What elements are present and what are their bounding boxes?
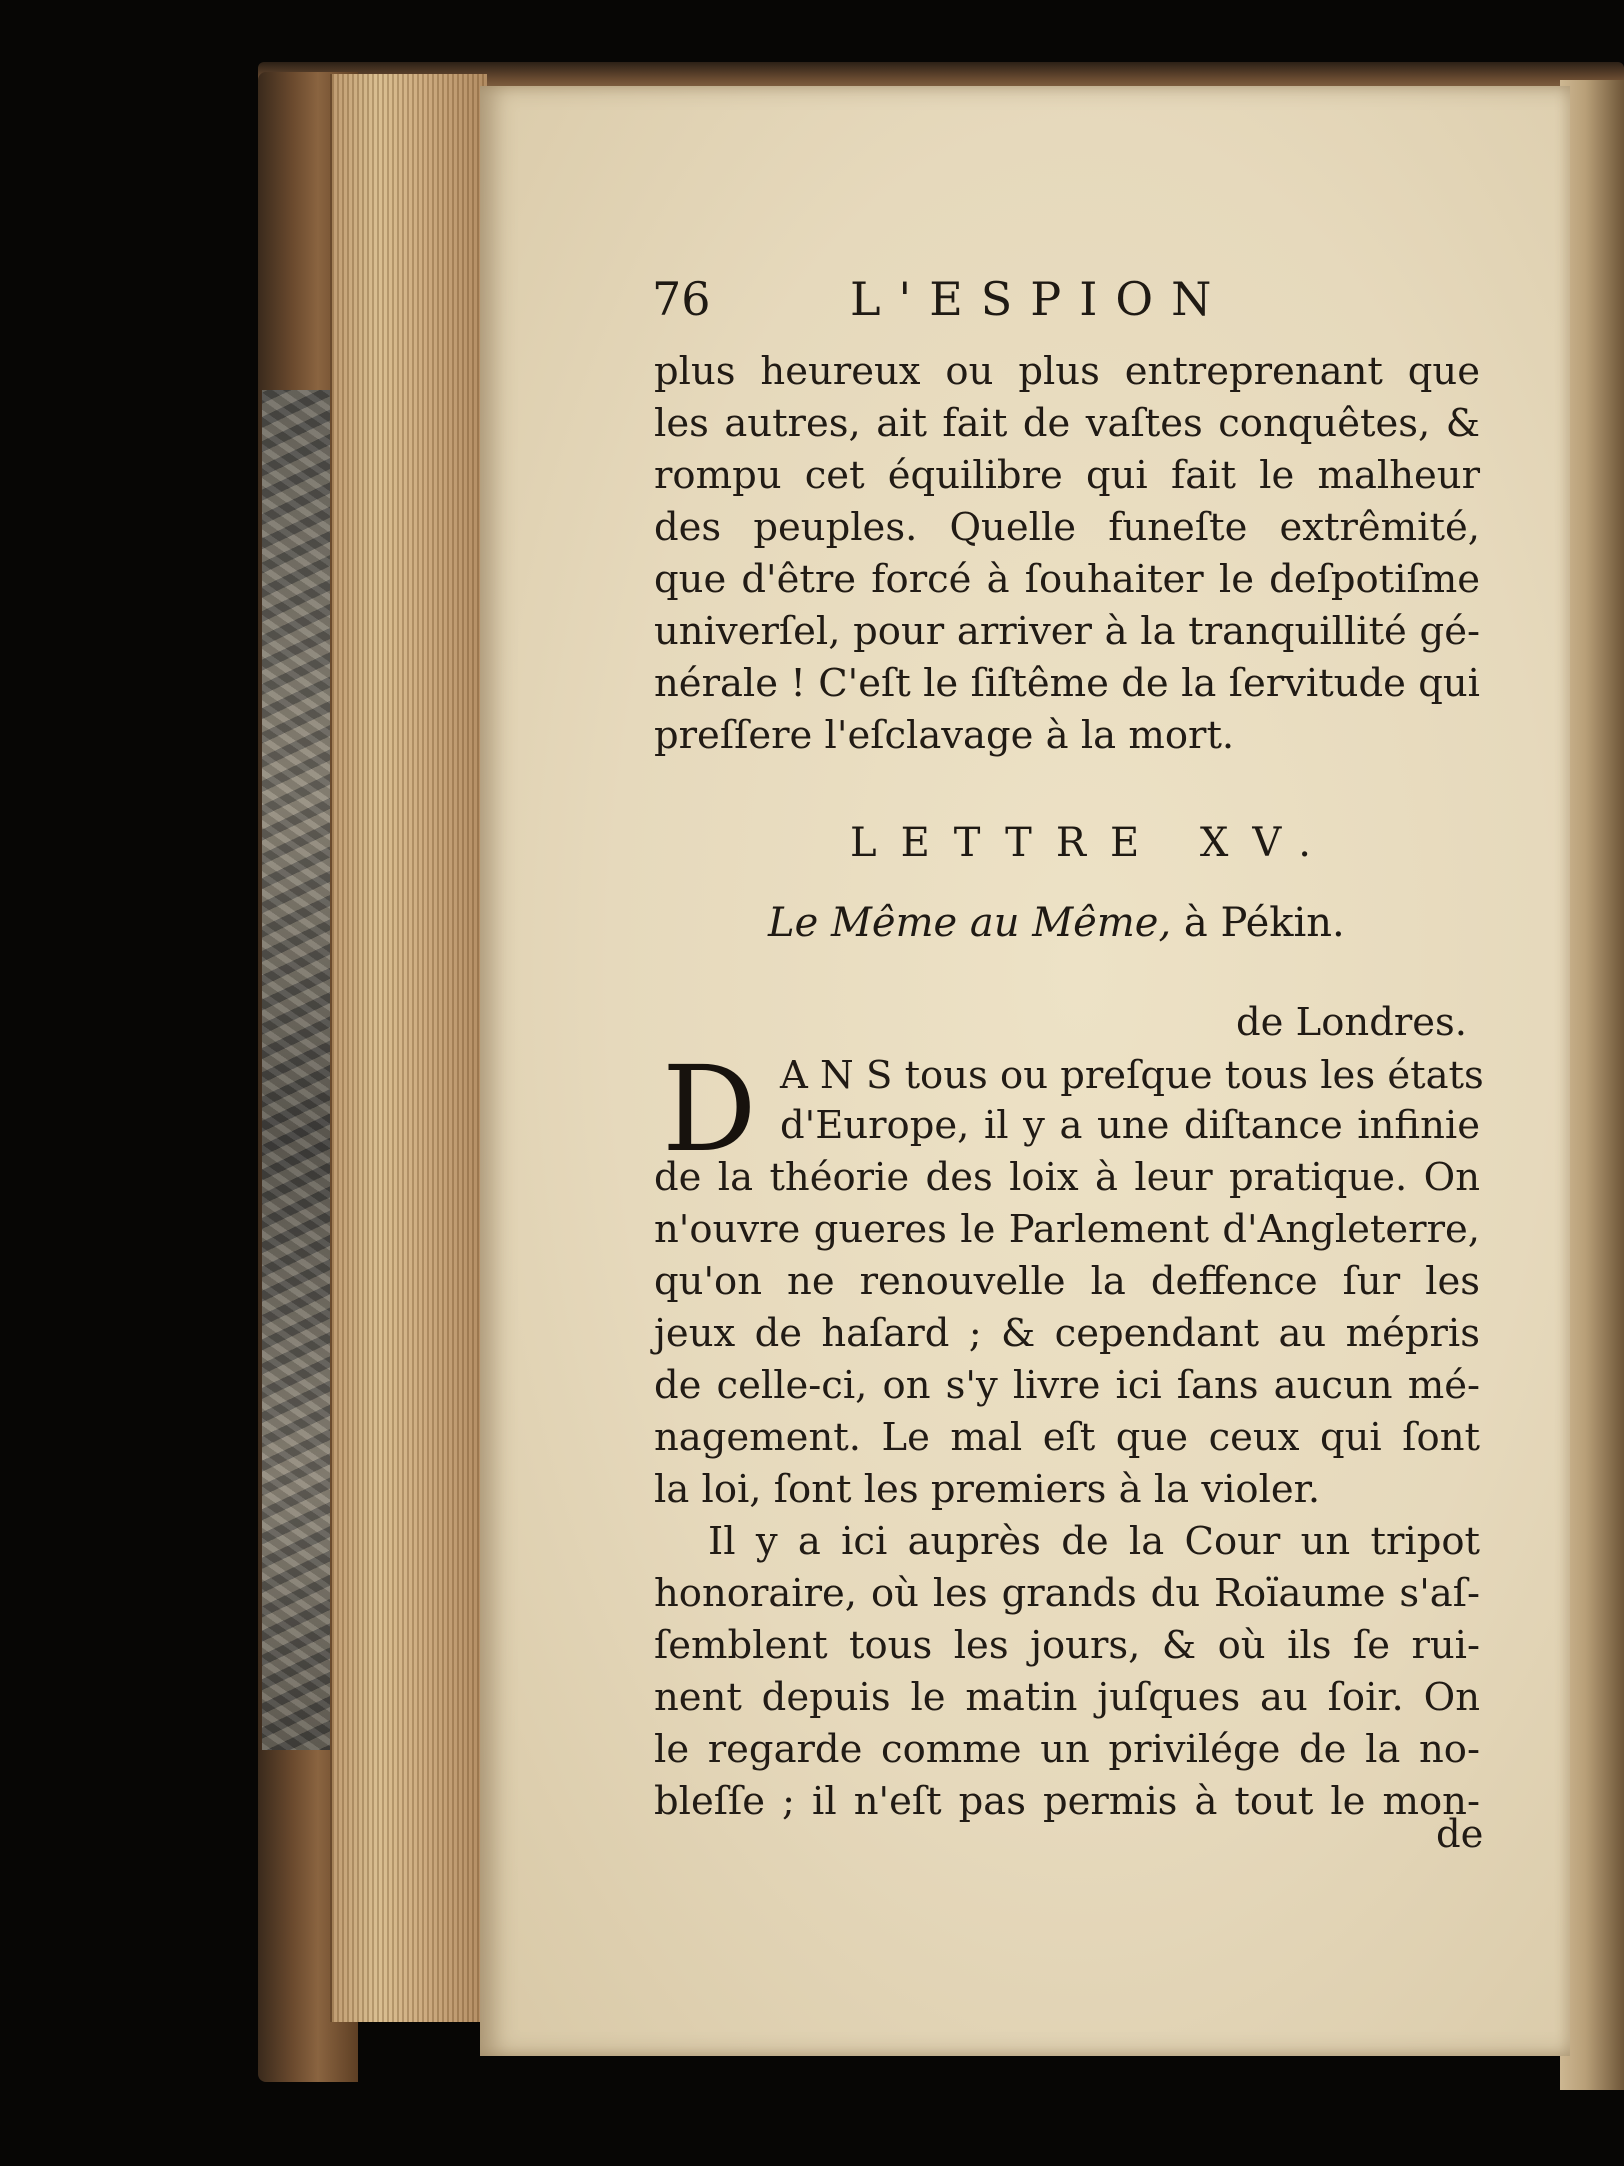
- page-edges: [330, 74, 487, 2022]
- text-line: ſemblent tous les jours, & où ils ſe rui-: [654, 1623, 1480, 1668]
- text-line: les autres, ait fait de vaſtes conquêtes, &: [654, 401, 1480, 446]
- text-line: des peuples. Quelle funeſte extrêmité,: [654, 505, 1480, 550]
- running-head: [652, 272, 1292, 336]
- letter-heading: LETTRE XV.: [850, 820, 1335, 866]
- text-line: nérale ! C'eſt le ſiſtême de la ſervitude qui: [654, 661, 1480, 706]
- text-line: preſſere l'eſclavage à la mort.: [654, 713, 1235, 758]
- text-line: la loi, ſont les premiers à la violer.: [654, 1467, 1321, 1512]
- text-line: bleſſe ; il n'eſt pas permis à tout le mon-: [654, 1779, 1480, 1824]
- text-line: Il y a ici auprès de la Cour un tripot: [708, 1519, 1480, 1564]
- text-line: nent depuis le matin juſques au ſoir. On: [654, 1675, 1480, 1720]
- letter-subtitle-place: à Pékin.: [1171, 900, 1345, 946]
- text-line: d'Europe, il y a une diſtance infinie: [780, 1103, 1480, 1148]
- text-line: de la théorie des loix à leur pratique. On: [654, 1155, 1480, 1200]
- text-line: n'ouvre gueres le Parlement d'Angleterre,: [654, 1207, 1480, 1252]
- running-title: L'ESPION: [850, 272, 1230, 326]
- text-line: nagement. Le mal eſt que ceux qui ſont: [654, 1415, 1480, 1460]
- text-line: jeux de haſard ; & cependant au mépris: [654, 1311, 1480, 1356]
- catchword: de: [1436, 1812, 1484, 1857]
- page-number: 76: [652, 272, 711, 326]
- letter-subtitle: [768, 900, 1345, 946]
- text-line: que d'être forcé à ſouhaiter le deſpotiſme: [654, 557, 1480, 602]
- text-line: de celle-ci, on s'y livre ici ſans aucun mé-: [654, 1363, 1480, 1408]
- text-line: rompu cet équilibre qui fait le malheur: [654, 453, 1480, 498]
- text-line: le regarde comme un privilége de la no-: [654, 1727, 1480, 1772]
- letter-subtitle-italic: Le Même au Même,: [768, 900, 1172, 946]
- text-line: A N S tous ou preſque tous les états: [780, 1053, 1484, 1098]
- text-line: univerſel, pour arriver à la tranquillité gé-: [654, 609, 1480, 654]
- drop-cap: D: [662, 1040, 757, 1178]
- text-line: plus heureux ou plus entreprenant que: [654, 349, 1480, 394]
- text-line: qu'on ne renouvelle la deffence ſur les: [654, 1259, 1480, 1304]
- letter-origin: de Londres.: [1236, 1000, 1468, 1045]
- text-line: honoraire, où les grands du Roïaume s'aſ-: [654, 1571, 1480, 1616]
